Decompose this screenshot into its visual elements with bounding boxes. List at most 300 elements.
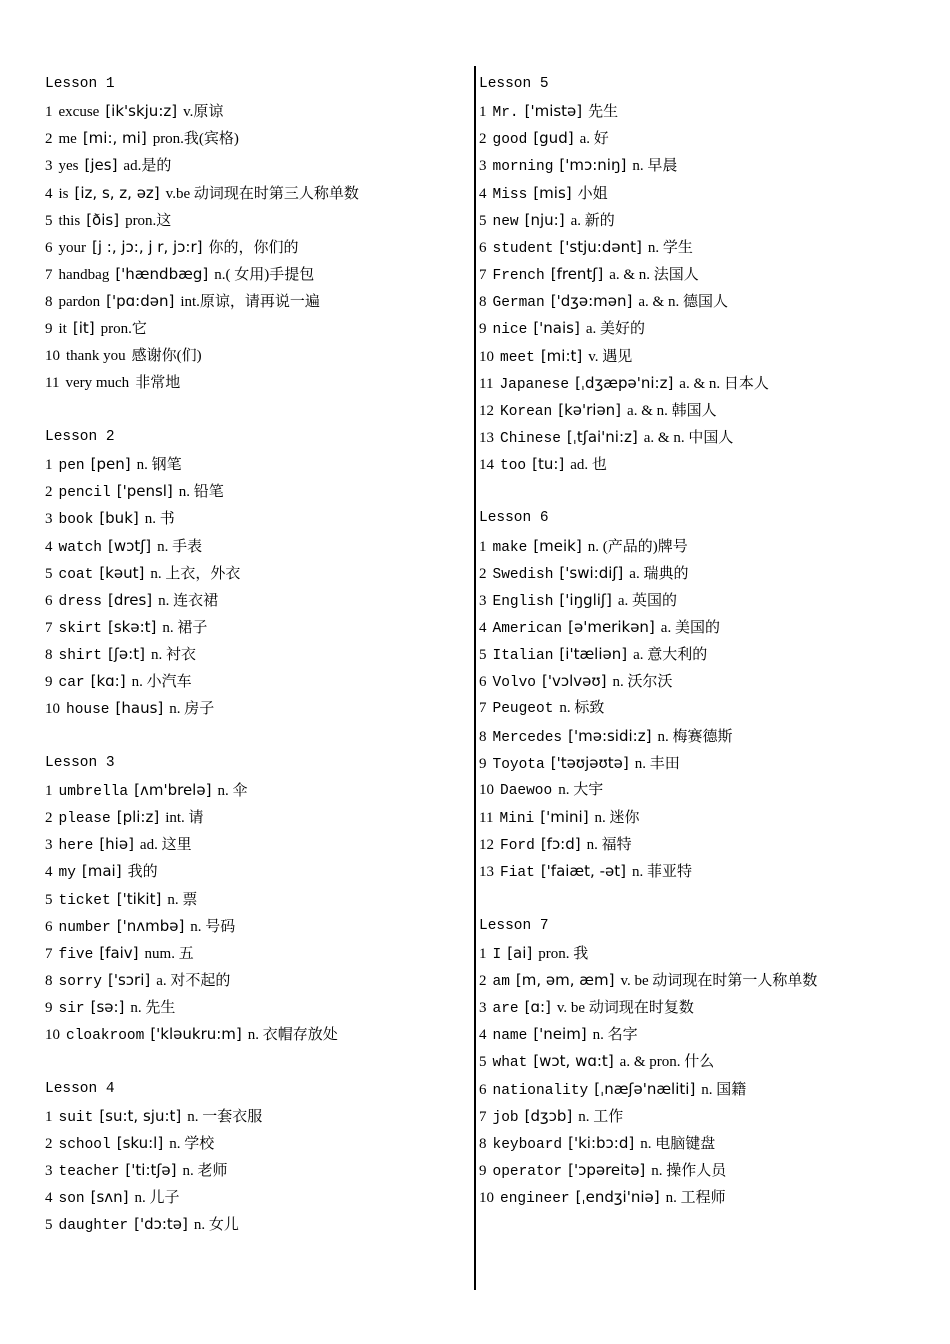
vocab-entry xyxy=(45,695,214,722)
entry-definition: pron.我(宾格) xyxy=(152,131,239,148)
entry-definition: pron.这 xyxy=(125,212,172,229)
entry-word: nice xyxy=(492,322,528,339)
entry-phonetic: ['sɔri] xyxy=(108,970,151,989)
entry-word: meet xyxy=(500,349,535,366)
entry-word: this xyxy=(58,212,81,229)
entry-number: 5 xyxy=(45,212,53,229)
vocab-entry xyxy=(45,614,207,641)
entry-phonetic: [mi:, mi] xyxy=(82,129,147,148)
vocab-entry xyxy=(45,967,230,994)
entry-word: it xyxy=(58,321,67,338)
entry-number: 7 xyxy=(479,700,487,717)
lesson-title: Lesson 7 xyxy=(479,917,549,934)
entry-word: thank you xyxy=(66,347,126,364)
entry-phonetic: [ðis] xyxy=(86,210,120,229)
entry-word: daughter xyxy=(58,1218,129,1235)
entry-phonetic: [pli:z] xyxy=(116,808,160,827)
entry-phonetic: ['faiæt, -ət] xyxy=(540,862,626,881)
vocab-entry xyxy=(45,994,175,1021)
entry-phonetic: ['tikit] xyxy=(116,889,162,908)
entry-definition: ad. 也 xyxy=(570,457,607,474)
entry-word: handbag xyxy=(58,267,110,284)
entry-word: excuse xyxy=(58,104,100,121)
entry-word: ticket xyxy=(58,892,111,909)
entry-number: 1 xyxy=(479,945,487,962)
lesson-title: Lesson 3 xyxy=(45,754,115,771)
vocab-entry xyxy=(479,750,680,777)
entry-word: Italian xyxy=(492,648,554,665)
entry-definition: n. 上衣，外衣 xyxy=(150,565,241,582)
entry-definition: 小姐 xyxy=(577,185,608,202)
entry-definition: n. 老师 xyxy=(182,1163,228,1179)
entry-definition: n. 操作人员 xyxy=(651,1163,727,1179)
entry-number: 4 xyxy=(45,538,53,555)
entry-number: 1 xyxy=(479,104,487,121)
vocab-entry xyxy=(45,858,158,885)
entry-number: 3 xyxy=(479,1000,487,1017)
entry-number: 4 xyxy=(45,1190,53,1207)
entry-definition: n. 大宇 xyxy=(558,781,604,798)
entry-word: good xyxy=(492,132,528,149)
vocab-entry xyxy=(45,777,247,804)
entry-phonetic: [iz, s, z, əz] xyxy=(74,183,160,202)
entry-definition: v. be 动词现在时复数 xyxy=(556,1000,694,1017)
entry-number: 3 xyxy=(45,837,53,854)
entry-definition: n. 先生 xyxy=(130,1000,176,1017)
entry-definition: n. 伞 xyxy=(217,782,248,799)
vocab-entry xyxy=(479,777,603,804)
entry-word: am xyxy=(492,973,510,990)
entry-word: student xyxy=(492,240,554,257)
entry-number: 1 xyxy=(479,538,487,555)
vocab-entry xyxy=(479,1048,714,1075)
entry-phonetic: [frentʃ] xyxy=(550,265,604,284)
vocab-entry xyxy=(45,315,147,342)
entry-word: pencil xyxy=(58,485,111,502)
vocab-entry xyxy=(479,180,608,207)
entry-word: Fiat xyxy=(500,865,535,882)
entry-number: 7 xyxy=(479,267,487,284)
entry-number: 1 xyxy=(45,1108,53,1125)
entry-number: 13 xyxy=(479,864,494,881)
entry-word: Miss xyxy=(492,186,528,203)
entry-phonetic: ['kləukru:m] xyxy=(150,1025,242,1044)
entry-word: sorry xyxy=(58,973,103,990)
vocab-entry xyxy=(479,940,588,967)
entry-phonetic: ['pɑ:dən] xyxy=(106,292,175,311)
entry-phonetic: [it] xyxy=(72,319,95,338)
entry-word: Daewoo xyxy=(500,782,553,799)
vocab-entry xyxy=(479,533,688,560)
vocab-entry xyxy=(479,152,677,179)
entry-phonetic: [m, əm, æm] xyxy=(515,970,615,989)
entry-phonetic: [nju:] xyxy=(524,210,565,229)
entry-number: 8 xyxy=(479,1135,487,1152)
entry-phonetic: ['iŋgliʃ] xyxy=(559,590,612,609)
entry-definition: v.原谅 xyxy=(183,104,224,121)
entry-word: here xyxy=(58,838,94,855)
entry-number: 5 xyxy=(45,565,53,582)
entry-definition: n. 名字 xyxy=(592,1027,638,1044)
vocab-entry xyxy=(479,858,692,885)
vocab-entry xyxy=(45,913,235,940)
entry-word: your xyxy=(58,239,86,256)
entry-number: 6 xyxy=(45,918,53,935)
entry-definition: int. 请 xyxy=(165,810,204,827)
entry-phonetic: [ʌm'brelə] xyxy=(134,780,212,799)
entry-definition: n. 一套衣服 xyxy=(187,1108,263,1125)
entry-definition: v.be 动词现在时第三人称单数 xyxy=(165,185,359,202)
entry-word: pen xyxy=(58,458,85,475)
entry-phonetic: [mis] xyxy=(533,183,572,202)
entry-phonetic: [sə:] xyxy=(90,998,125,1017)
entry-definition: n. 裙子 xyxy=(162,620,208,636)
vocab-entry xyxy=(479,695,604,722)
entry-definition: n. 学生 xyxy=(647,239,693,256)
entry-definition: n. 票 xyxy=(167,891,198,908)
entry-phonetic: ['ti:tʃə] xyxy=(125,1161,177,1179)
entry-number: 7 xyxy=(45,945,53,962)
entry-word: shirt xyxy=(58,648,103,665)
entry-definition: n. 号码 xyxy=(190,918,236,935)
entry-definition: a. & pron. 什么 xyxy=(619,1054,715,1071)
entry-phonetic: [i'tæliən] xyxy=(559,645,628,664)
entry-phonetic: [sʌn] xyxy=(90,1188,129,1207)
entry-word: name xyxy=(492,1028,528,1045)
entry-number: 3 xyxy=(45,158,53,175)
entry-number: 3 xyxy=(45,511,53,528)
vocab-entry xyxy=(45,125,239,152)
entry-word: nationality xyxy=(492,1082,589,1099)
entry-definition: n. 工作 xyxy=(578,1108,624,1125)
entry-definition: num. 五 xyxy=(144,945,194,962)
entry-word: book xyxy=(58,512,94,529)
entry-definition: 先生 xyxy=(588,104,619,121)
entry-phonetic: ['pensl] xyxy=(116,482,173,501)
entry-number: 8 xyxy=(45,647,53,664)
entry-word: sir xyxy=(58,1001,85,1018)
entry-definition: n. 小汽车 xyxy=(131,674,192,691)
entry-number: 10 xyxy=(479,348,494,365)
entry-definition: ad.是的 xyxy=(123,158,172,175)
entry-phonetic: [faiv] xyxy=(99,943,139,962)
entry-number: 9 xyxy=(479,321,487,338)
entry-number: 6 xyxy=(45,592,53,609)
entry-phonetic: ['stju:dənt] xyxy=(559,237,642,256)
entry-phonetic: [fɔ:d] xyxy=(540,835,581,854)
entry-definition: pron. 我 xyxy=(538,945,589,962)
vocab-entry xyxy=(45,1021,338,1048)
entry-phonetic: [kəut] xyxy=(99,563,145,582)
entry-definition: pron.它 xyxy=(100,321,147,338)
entry-definition: n.( 女用)手提包 xyxy=(214,267,315,284)
entry-definition: n. 丰田 xyxy=(634,755,680,772)
vocab-entry xyxy=(479,1021,638,1048)
entry-definition: n. 衬衣 xyxy=(150,647,196,664)
entry-number: 2 xyxy=(45,484,53,501)
entry-definition: n. 连衣裙 xyxy=(158,592,219,609)
entry-word: keyboard xyxy=(492,1136,563,1153)
vocab-entry xyxy=(479,370,769,397)
entry-number: 2 xyxy=(45,1135,53,1152)
entry-word: engineer xyxy=(500,1191,570,1208)
entry-definition: a. 新的 xyxy=(570,212,615,229)
entry-word: Mini xyxy=(499,811,535,828)
entry-number: 1 xyxy=(45,782,53,799)
entry-word: cloakroom xyxy=(66,1028,145,1045)
vocab-entry xyxy=(479,994,694,1021)
entry-number: 14 xyxy=(479,457,494,474)
entry-definition: n. 标致 xyxy=(559,700,605,717)
entry-phonetic: [ɑ:] xyxy=(524,998,551,1017)
entry-number: 9 xyxy=(45,321,53,338)
vocab-entry xyxy=(479,641,707,668)
entry-word: what xyxy=(492,1055,528,1072)
entry-definition: n. 学校 xyxy=(169,1135,215,1152)
entry-word: skirt xyxy=(58,621,103,637)
entry-definition: n. 电脑键盘 xyxy=(640,1135,716,1152)
entry-word: pardon xyxy=(58,294,101,311)
entry-phonetic: ['nais] xyxy=(533,319,580,338)
entry-phonetic: [hiə] xyxy=(99,835,134,854)
entry-word: very much xyxy=(65,374,130,391)
entry-number: 9 xyxy=(479,755,487,772)
entry-definition: n. (产品的)牌号 xyxy=(587,538,688,555)
entry-phonetic: [ai] xyxy=(507,943,533,962)
vocab-entry xyxy=(45,1103,262,1130)
entry-number: 4 xyxy=(479,620,487,636)
vocab-entry xyxy=(479,261,699,288)
entry-definition: n. 沃尔沃 xyxy=(612,674,673,691)
vocab-entry xyxy=(45,1184,180,1211)
vocab-entry xyxy=(479,1076,746,1103)
entry-word: Toyota xyxy=(492,756,545,773)
entry-word: is xyxy=(58,185,69,202)
entry-word: Chinese xyxy=(500,430,561,447)
vocab-entry xyxy=(45,234,299,261)
entry-word: too xyxy=(500,458,527,475)
entry-number: 1 xyxy=(45,104,53,121)
entry-definition: v. 遇见 xyxy=(588,348,633,365)
entry-definition: a. & n. 中国人 xyxy=(643,429,734,446)
entry-definition: a. & n. 法国人 xyxy=(609,267,699,284)
entry-word: suit xyxy=(58,1109,94,1126)
entry-number: 12 xyxy=(479,837,494,854)
entry-number: 6 xyxy=(479,239,487,256)
vocab-entry xyxy=(45,505,175,532)
entry-definition: n. 女儿 xyxy=(193,1217,239,1234)
entry-phonetic: ['mini] xyxy=(540,808,589,827)
vocab-entry xyxy=(479,397,717,424)
entry-number: 6 xyxy=(479,1081,487,1098)
entry-word: morning xyxy=(492,159,554,176)
entry-number: 3 xyxy=(479,592,487,609)
entry-word: Mr. xyxy=(492,105,519,122)
entry-definition: a. 美好的 xyxy=(585,321,645,338)
entry-definition: n. 菲亚特 xyxy=(631,864,692,881)
vocab-entry xyxy=(45,668,192,695)
entry-phonetic: [dʒɔb] xyxy=(524,1106,573,1125)
entry-phonetic: ['swi:diʃ] xyxy=(559,563,624,582)
vocab-entry xyxy=(479,98,618,125)
entry-number: 1 xyxy=(45,457,53,474)
entry-definition: n. 房子 xyxy=(169,701,215,718)
entry-word: Volvo xyxy=(492,675,537,692)
entry-definition: n. 儿子 xyxy=(134,1190,180,1207)
entry-phonetic: ['mɔ:niŋ] xyxy=(559,156,627,175)
entry-word: Japanese xyxy=(499,376,570,393)
vocab-entry xyxy=(45,1130,214,1157)
entry-word: five xyxy=(58,946,94,963)
entry-word: yes xyxy=(58,158,79,175)
entry-phonetic: [ˌnæʃə'næliti] xyxy=(594,1079,696,1098)
entry-phonetic: [ˌendʒi'niə] xyxy=(575,1188,660,1207)
vocab-entry xyxy=(479,587,677,614)
entry-word: make xyxy=(492,539,528,556)
entry-word: new xyxy=(492,213,519,230)
entry-definition: ad. 这里 xyxy=(139,837,192,854)
vocab-entry xyxy=(45,560,240,587)
entry-word: teacher xyxy=(58,1164,120,1180)
entry-phonetic: ['hændbæg] xyxy=(115,265,209,284)
vocab-entry xyxy=(45,343,202,370)
entry-number: 2 xyxy=(479,131,487,148)
entry-word: I xyxy=(492,946,502,963)
vocab-entry xyxy=(45,831,192,858)
entry-word: watch xyxy=(58,539,103,556)
entry-number: 8 xyxy=(479,294,487,311)
vocab-entry xyxy=(479,614,720,641)
entry-phonetic: ['dʒə:mən] xyxy=(550,292,633,311)
entry-phonetic: [gud] xyxy=(533,129,574,148)
vocab-entry xyxy=(479,1157,726,1184)
entry-number: 9 xyxy=(45,1000,53,1017)
entry-definition: v. be 动词现在时第一人称单数 xyxy=(620,972,818,989)
vocab-entry xyxy=(45,940,194,967)
vocab-entry xyxy=(479,1130,715,1157)
entry-word: English xyxy=(492,593,554,610)
entry-phonetic: ['neim] xyxy=(533,1025,587,1044)
entry-number: 5 xyxy=(45,1217,53,1234)
entry-definition: 感谢你(们) xyxy=(131,347,202,364)
entry-number: 4 xyxy=(45,864,53,881)
entry-definition: n. 铅笔 xyxy=(178,484,224,501)
entry-phonetic: [tu:] xyxy=(532,455,565,474)
lesson-title: Lesson 1 xyxy=(45,76,115,92)
vocab-entry xyxy=(479,234,693,261)
lesson-title: Lesson 6 xyxy=(479,510,549,527)
entry-number: 10 xyxy=(45,347,60,364)
vocab-entry xyxy=(45,98,223,125)
entry-phonetic: [ˌtʃai'ni:z] xyxy=(566,427,638,446)
entry-number: 11 xyxy=(45,374,60,391)
entry-number: 13 xyxy=(479,429,494,446)
entry-phonetic: ['nʌmbə] xyxy=(116,916,185,935)
entry-word: me xyxy=(58,131,77,148)
entry-word: my xyxy=(58,865,76,882)
entry-word: Swedish xyxy=(492,566,554,583)
entry-word: house xyxy=(66,702,110,719)
entry-phonetic: [haus] xyxy=(115,699,164,718)
entry-number: 5 xyxy=(479,647,487,664)
entry-definition: int.原谅，请再说一遍 xyxy=(180,294,320,311)
entry-phonetic: [wɔt, wɑ:t] xyxy=(533,1052,614,1071)
entry-number: 2 xyxy=(479,565,487,582)
entry-number: 2 xyxy=(479,972,487,989)
entry-definition: a. 好 xyxy=(579,131,609,148)
entry-number: 11 xyxy=(479,375,494,392)
entry-phonetic: [sku:l] xyxy=(116,1133,164,1152)
vocab-entry xyxy=(479,207,615,234)
entry-number: 4 xyxy=(45,185,53,202)
entry-number: 2 xyxy=(45,810,53,827)
entry-phonetic: [skə:t] xyxy=(108,618,157,636)
vocab-entry xyxy=(45,1157,228,1184)
lesson-title: Lesson 5 xyxy=(479,76,549,92)
entry-number: 7 xyxy=(45,620,53,636)
vocab-entry xyxy=(479,125,609,152)
entry-word: Korean xyxy=(500,403,553,420)
entry-word: French xyxy=(492,268,545,285)
entry-definition: a. & n. 韩国人 xyxy=(627,402,717,419)
entry-number: 3 xyxy=(45,1163,53,1179)
entry-number: 3 xyxy=(479,158,487,175)
entry-word: coat xyxy=(58,566,94,583)
entry-phonetic: [wɔtʃ] xyxy=(108,536,152,555)
entry-word: German xyxy=(492,295,545,312)
entry-word: car xyxy=(58,675,85,692)
entry-definition: n. 书 xyxy=(144,511,175,528)
entry-definition: 你的，你们的 xyxy=(208,239,299,256)
entry-definition: a. 对不起的 xyxy=(156,972,231,989)
vocab-entry xyxy=(45,261,314,288)
entry-word: are xyxy=(492,1001,519,1018)
entry-phonetic: [ik'skju:z] xyxy=(105,102,178,121)
entry-number: 4 xyxy=(479,185,487,202)
vocab-entry xyxy=(479,343,632,370)
vocab-entry xyxy=(479,1184,726,1211)
entry-phonetic: [buk] xyxy=(99,509,139,528)
vocab-entry xyxy=(479,967,817,994)
entry-word: school xyxy=(58,1136,111,1153)
entry-number: 6 xyxy=(479,674,487,691)
lesson-title: Lesson 2 xyxy=(45,428,115,445)
entry-definition: a. 瑞典的 xyxy=(629,565,689,582)
entry-phonetic: [meik] xyxy=(533,536,582,555)
vocab-entry xyxy=(45,370,180,397)
entry-number: 6 xyxy=(45,239,53,256)
vocab-entry xyxy=(45,288,320,315)
entry-definition: a. & n. 日本人 xyxy=(679,375,769,392)
vocab-entry xyxy=(45,152,171,179)
entry-phonetic: ['ɔpəreitə] xyxy=(568,1161,646,1179)
entry-number: 10 xyxy=(479,781,494,798)
entry-number: 9 xyxy=(479,1163,487,1179)
entry-word: Ford xyxy=(500,838,535,855)
entry-phonetic: [pen] xyxy=(90,455,131,474)
entry-number: 8 xyxy=(479,728,487,745)
entry-definition: 我的 xyxy=(127,864,158,881)
entry-phonetic: [mi:t] xyxy=(540,346,583,365)
entry-definition: n. 迷你 xyxy=(594,810,640,827)
entry-definition: a. 意大利的 xyxy=(633,647,708,664)
entry-definition: n. 衣帽存放处 xyxy=(247,1027,338,1044)
vocab-entry xyxy=(479,723,732,750)
entry-phonetic: ['vɔlvəʊ] xyxy=(542,672,607,691)
entry-word: Peugeot xyxy=(492,701,554,718)
entry-definition: n. 梅赛德斯 xyxy=(657,728,733,745)
entry-definition: n. 手表 xyxy=(157,538,203,555)
